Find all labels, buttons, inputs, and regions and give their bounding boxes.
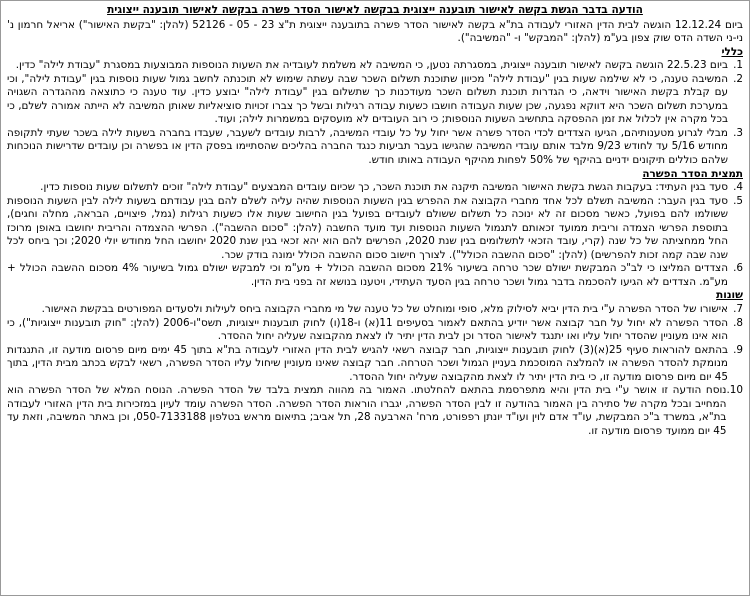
clause-text: המשיבה טענה, כי לא שילמה שעות בגין "עבודת לילה" מכיוון שתוכנת תשלום השכר שבה עשתה שימוש לא תוכנתה לחשב גמול שעות נוספות בגין "עבודת לילה", וכי עם קבלת בקשת האישור וידאה, כי הגדרות תוכנת תשלום השכר מעודכנות כך שתשלום בגין "עבודת לילה" יבוצע כדין. עוד טענה כי כתוצאה מההגדרה השגויה במערכת תשלום השכר היא דווקא נפגעה, שכן שעות העבודה חושבו כשעות עבודה רגילות ובשל כך צברו זכויות סוציאליות שאותן המשיבה לא הייתה אמורה לשלם, כי בכל מקרה אין לכלול את זמן ההפסקה בתחשיב השעות הנוספות; כי רוב העובדים לא מועסקים במשמרות לילה; ועוד.: [7, 72, 728, 126]
clause-text: נוסח הודעה זו אושר ע"י בית הדין והיא מתפרסמת בהתאם להחלטתו. האמור בה מהווה תמצית בלבד של הסדר הפשרה. הנוסח המלא של הסדר הפשרה הוא המחייב ובכל מקרה של סתירה בין האמור בהודעה זו לבין הסדר הפשרה, יגברו הוראות הסדר הפשרה. הסדר הפשרה עומד לעיון במזכירות בית הדין האזורי לעבודה בת"א, במשרד ב"כ המבקשת, עו"ד אדם לוין ועו"ד יונתן רפפורט, מרח' הארבעה 28, תל אביב; בתיאום מראש בטלפון 050-7133188, וכן באתר המשיבה, וזאת עד 45 יום ממועד פרסום מודעה זו.: [7, 384, 727, 437]
clause-text: הצדדים המליצו כי לב"כ המבקשת ישולם שכר טרחה בשיעור 21% מסכום ההשבה הכולל + מע"מ וכי למבקש ישולם גמול בשיעור 4% מסכום ההשבה הכולל + מע"מ. הצדדים לא הגיעו להסכמה בדבר גמול ושכר טרחה בגין הסעד העתידי, ויטענו בנושא זה בפני בית הדין.: [7, 262, 728, 288]
clause-text: סעד בגין העתיד: בעקבות הגשת בקשת האישור המשיבה תיקנה את תוכנת השכר, כך שכיום עובדים המבצעים "עבודת לילה" זוכים לתשלום שעות נוספות כדין.: [40, 181, 728, 194]
numbered-clause: [7, 317, 743, 344]
notice-title: הודעה בדבר הגשת בקשה לאישור תובענה ייצוגית בבקשה לאישור הסדר פשרה בבקשה לאישור תובענה ייצוגית: [107, 4, 643, 16]
numbered-clause: [7, 303, 743, 317]
clause-text: מבלי לגרוע מטענותיהם, הגיעו הצדדים לכדי הסדר פשרה אשר יחול על כל עובדי המשיבה, לרבות עובדים לשעבר, שעבדו בחברה בשעות לילה בשכר שעתי לתקופה מחודש 5/16 עד לחודש 9/23 מלבד אותם עובדי המשיבה שהגישו בעבר תביעות כנגד החברה בהליכים שהסתיימו בפסק הדין או בפשרה וכן עובדים שדרישות הנוכחות שלהם כוללים תיקונים ידניים בהיקף של 50% לפחות מהיקף העבודה באותו חודש.: [7, 126, 728, 167]
clause-number: 3.: [733, 126, 743, 139]
numbered-clause: [7, 344, 743, 385]
numbered-clause: [7, 195, 743, 263]
section-heading: שונות: [716, 289, 743, 302]
numbered-clause: [7, 181, 743, 195]
numbered-clause: [7, 59, 743, 73]
clause-number: 9.: [733, 343, 743, 356]
clause-text: הסדר הפשרה לא יחול על חבר קבוצה אשר יודיע בהתאם לאמור בסעיפים 11(א) ו-18(ו) לחוק תובענות ייצוגיות, תשס"ו-2006 (להלן: "חוק תובענות ייצוגיות"), כי הוא אינו מעוניין שהסדר יחול עליו ואו יתנגד לאישור הסדר וכן לבית הדין יתיר לו לצאת מהקבוצה שעליה יחול ההסדר.: [7, 316, 729, 343]
clause-number: 5.: [733, 194, 743, 207]
clause-number: 6.: [733, 262, 743, 275]
clause-number: 7.: [733, 303, 743, 316]
clause-text: ביום 22.5.23 הוגשה בקשה לאישור תובענה ייצוגית, במסגרתה נטען, כי המשיבה לא משלמת לעובדיה את השעות הנוספות המבוצעות במסגרת "עבודת לילה" כדין.: [15, 59, 728, 72]
notice-sections: [7, 46, 743, 439]
section-heading: כללי: [721, 45, 743, 58]
clause-number: 8.: [733, 316, 743, 329]
clause-text: בהתאם להוראות סעיף 25(א)(3) לחוק תובענות ייצוגיות, חבר קבוצה רשאי להגיש לבית הדין האזורי לעבודה בת"א בתוך 45 ימים מיום פרסום מודעה זו, התנגדות מנומקת להסדר הפשרה או להמלצה המוסכמת בעניין הגמול ושכר הטרחה. חבר קבוצה שאינו מעוניין שיחול עליו הסדר הפשרה, רשאי לבקש בכתב מבית הדין, בתוך 45 יום מיום פרסום מודעה זו, כי בית הדין יתיר לו לצאת מהקבוצה שעליה יחול ההסדר.: [7, 343, 728, 383]
clause-text: אישורו של הסדר הפשרה ע"י בית הדין יביא לסילוק מלא, סופי ומוחלט של כל טענה של מי מחברי הקבוצה ביחס לעילות ולסעדים המפורטים בבקשת האישור.: [41, 303, 728, 316]
section-heading: תמצית הסדר הפשרה: [642, 167, 743, 180]
numbered-clause: [7, 127, 743, 168]
clause-text: סעד בגין העבר: המשיבה תשלם לכל אחד מחברי הקבוצה את ההפרש בגין השעות הנוספות שהיה עליה לשלם להם בגין עבודתם בשעות לילה לבין השעות הנוספות ששולמו להם בפועל, כאשר מסכום זה לא ינוכה כל תשלום ששולם לעובדים בפועל בגין החישוב שעות אלו כשעות רגילות (גמל, פיצויים, הבראה, מחלה וחגים), בתוספת הפרשי הצמדה וריבית ממועד זכאותם לתגמול השעות הנוספות ועד מועד החשבה (להלן: "סכום ההשבה"). הפרשי ההצמדה והריבית יחושבו באופן מרוכז החל ממחציתה של כל שנה (קרי, עובד הזכאי לתשלומים בגין שנת 2020, הפרשים להם הוא יהא זכאי בגין שנת 2020 יחושבו החל מחודש יולי 2020; וכך ביחס לכל שנה שבה קמה זכות להפרשים) (להלן: "סכום ההשבה הכולל"). לצורך חישוב סכום ההשבה הכולל ימונה בודק שכר.: [7, 194, 728, 261]
numbered-clause: [7, 73, 743, 127]
notice-intro: ביום 12.12.24 הוגשה לבית הדין האזורי לעבודה בת"א בקשה לאישור הסדר פשרה בתובענה ייצוגית ת"צ 23 - 05 - 52126 (להלן: "בקשת האישור") אריאל חרמון נ' ני-ני השדה הדס שוק צפון בע"מ (להלן: "המבקש" ו- "המשיבה").: [7, 18, 743, 45]
clause-number: 4.: [733, 181, 743, 194]
numbered-clause: [7, 384, 743, 438]
clause-number: 10.: [726, 384, 743, 397]
clause-number: 1.: [733, 59, 743, 72]
numbered-clause: [7, 262, 743, 289]
clause-number: 2.: [733, 72, 743, 85]
